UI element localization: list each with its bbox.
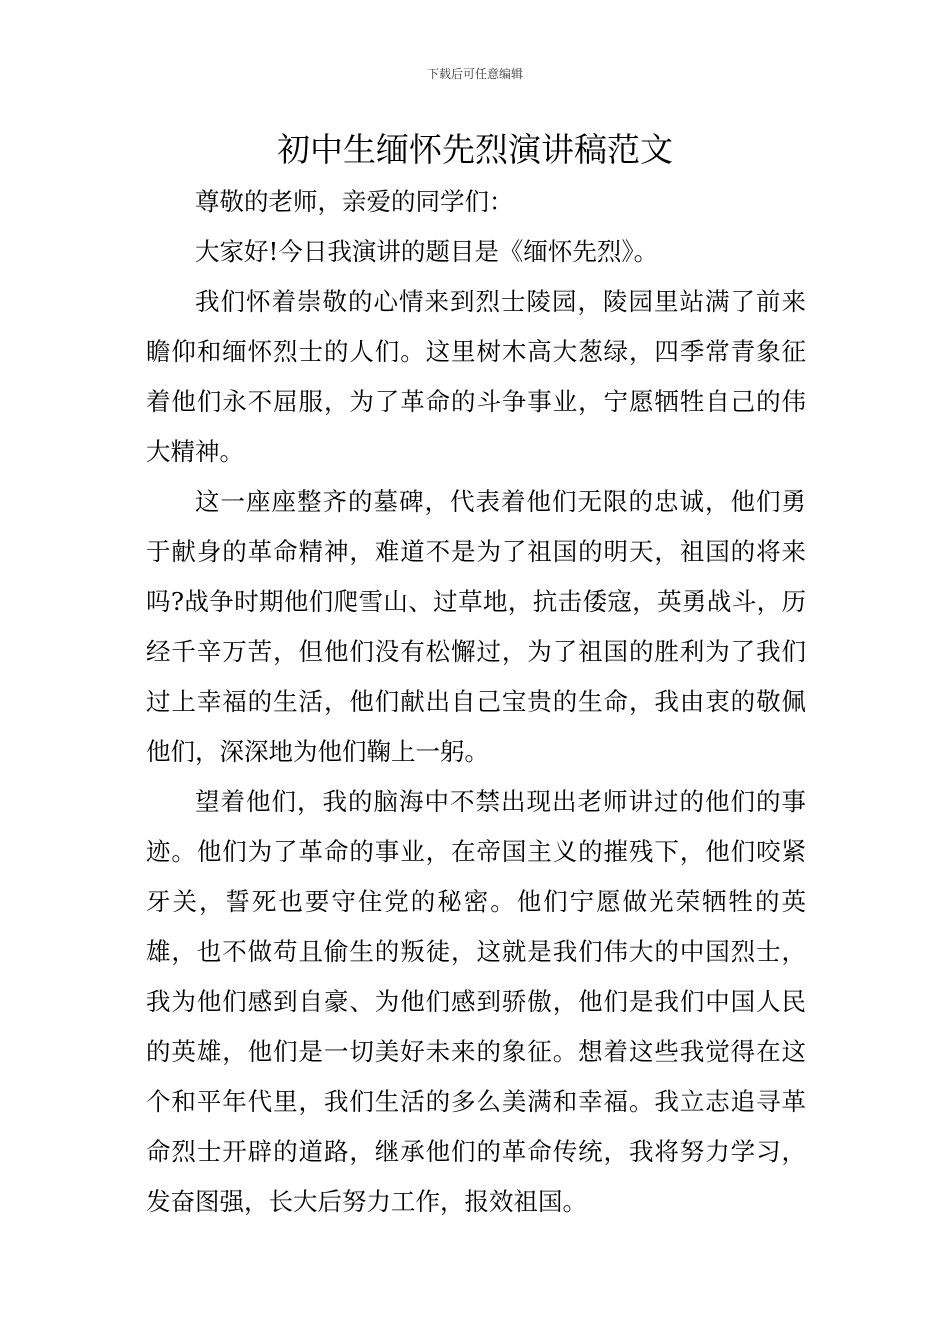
document-title: 初中生缅怀先烈演讲稿范文	[277, 130, 673, 169]
paragraph-cemetery: 我们怀着崇敬的心情来到烈士陵园，陵园里站满了前来瞻仰和缅怀烈士的人们。这里树木高大葱绿，四季常青象征着他们永不屈服，为了革命的斗争事业，宁愿牺牲自己的伟大精神。	[146, 287, 806, 466]
paragraph-salutation: 尊敬的老师，亲爱的同学们：	[195, 187, 514, 216]
paragraph-deeds: 望着他们，我的脑海中不禁出现出老师讲过的他们的事迹。他们为了革命的事业，在帝国主义的摧残下，他们咬紧牙关，誓死也要守住党的秘密。他们宁愿做光荣牺牲的英雄，也不做苟且偷生的叛徒，这就是我们伟大的中国烈士，我为他们感到自豪、为他们感到骄傲，他们是我们中国人民的英雄，他们是一切美好未来的象征。想着这些我觉得在这个和平年代里，我们生活的多么美满和幸福。我立志追寻革命烈士开辟的道路，继承他们的革命传统，我将努力学习，发奋图强，长大后努力工作，报效祖国。	[146, 787, 806, 1216]
paragraph-greeting: 大家好!今日我演讲的题目是《缅怀先烈》。	[195, 237, 659, 266]
header-note: 下载后可任意编辑	[426, 67, 523, 81]
paragraph-tombstones: 这一座座整齐的墓碑，代表着他们无限的忠诚，他们勇于献身的革命精神，难道不是为了祖国的明天，祖国的将来吗?战争时期他们爬雪山、过草地，抗击倭寇，英勇战斗，历经千辛万苦，但他们没有松懈过，为了祖国的胜利为了我们过上幸福的生活，他们献出自己宝贵的生命，我由衷的敬佩他们，深深地为他们鞠上一躬。	[146, 487, 806, 766]
document-body	[146, 177, 806, 1227]
